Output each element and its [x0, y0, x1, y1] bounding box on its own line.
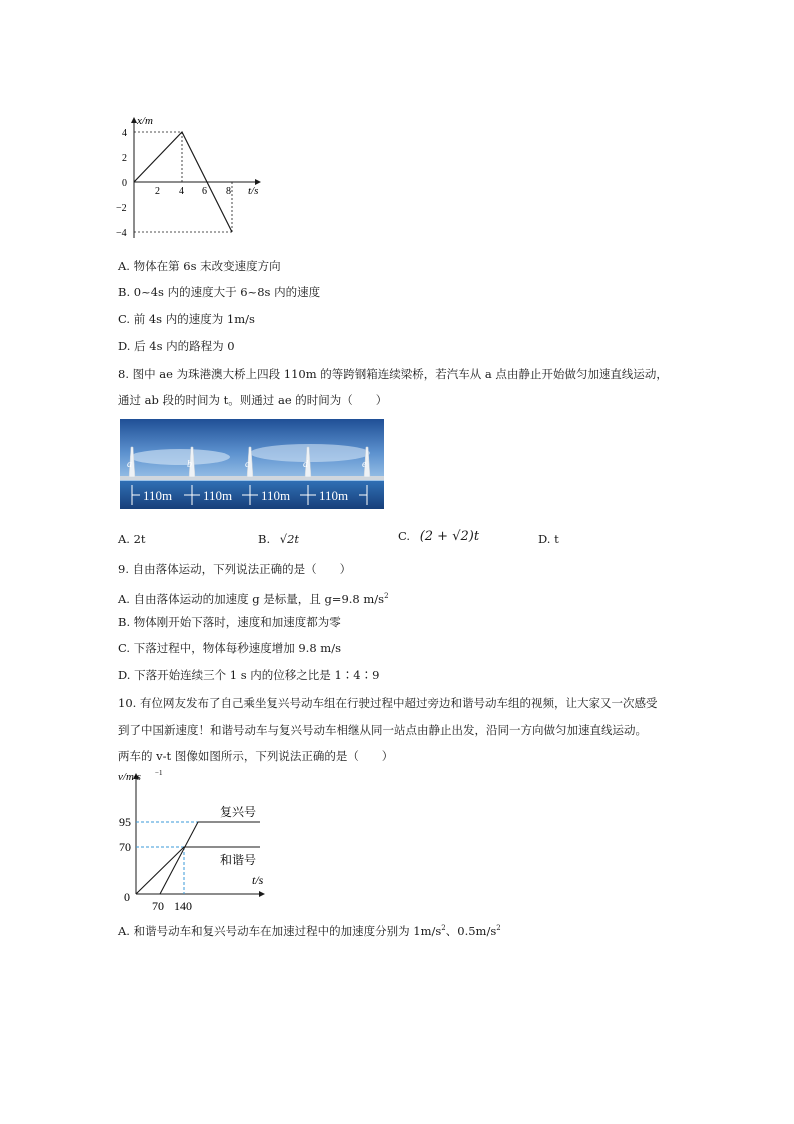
vt-graph	[112, 768, 272, 914]
point-label: e	[362, 459, 367, 470]
point-label: a	[127, 459, 132, 470]
q9-option-c: C. 下落过程中，物体每秒速度增加 9.8 m/s	[118, 641, 341, 655]
y-axis-label: x/m	[137, 115, 153, 127]
q9-option-b: B. 物体刚开始下落时，速度和加速度都为零	[118, 615, 341, 629]
q7-option-a: A. 物体在第 6s 末改变速度方向	[118, 259, 281, 273]
y-tick: 2	[122, 153, 127, 164]
point-label: c	[245, 459, 250, 470]
y-tick: −2	[116, 203, 127, 214]
q7-option-c: C. 前 4s 内的速度为 1m/s	[118, 312, 255, 326]
q10-stem-line1: 10. 有位网友发布了自己乘坐复兴号动车组在行驶过程中超过旁边和谐号动车组的视频，让大家又一次感受	[118, 696, 658, 710]
q8-option-c	[398, 528, 479, 545]
bridge-photo	[120, 419, 384, 509]
point-label: b	[187, 459, 192, 470]
y-tick: 0	[122, 178, 127, 189]
x-tick: 2	[155, 186, 160, 197]
y-axis-label: v/m·s	[118, 771, 141, 783]
series-label-fuxing: 复兴号	[220, 805, 257, 819]
q8-option-a: A. 2t	[118, 532, 146, 546]
y-tick: 95	[119, 815, 131, 829]
q9-option-d: D. 下落开始连续三个 1 s 内的位移之比是 1∶4∶9	[118, 668, 380, 682]
option-letter: C.	[398, 529, 411, 543]
q10-stem-line3: 两车的 v-t 图像如图所示，下列说法正确的是（ ）	[118, 749, 394, 763]
y-axis-label-exponent: −1	[155, 769, 163, 777]
x-tick: 4	[179, 186, 184, 197]
point-label: d	[303, 459, 308, 470]
q9-stem: 9. 自由落体运动，下列说法正确的是（ ）	[118, 562, 352, 576]
x-tick: 140	[174, 899, 192, 913]
y-tick: 4	[122, 128, 127, 139]
q10-option-a: A. 和谐号动车和复兴号动车在加速过程中的加速度分别为 $1m/s^2$、$0.5m/s^2$	[118, 923, 501, 938]
q8-stem-line1: 8. 图中 ae 为珠港澳大桥上四段 110m 的等跨钢箱连续梁桥，若汽车从 a 点由静止开始做匀加速直线运动，	[118, 367, 668, 381]
xt-graph	[110, 112, 270, 244]
q8-stem-line2: 通过 ab 段的时间为 t。则通过 ae 的时间为（ ）	[118, 393, 388, 407]
x-tick: 6	[202, 186, 207, 197]
q7-option-d: D. 后 4s 内的路程为 0	[118, 339, 235, 353]
x-tick: 70	[152, 899, 164, 913]
q9-option-a: A. 自由落体运动的加速度 g 是标量，且 g=9.8 $m/s^2$	[118, 591, 389, 606]
x-axis-label: t/s	[248, 185, 259, 197]
q8-option-b	[258, 531, 299, 547]
x-tick: 8	[226, 186, 231, 197]
q8-option-d: D. t	[538, 532, 559, 546]
q7-option-b: B. 0~4s 内的速度大于 6~8s 内的速度	[118, 285, 321, 299]
q10-stem-line2: 到了中国新速度！和谐号动车与复兴号动车相继从同一站点由静止出发，沿同一方向做匀加速直线运动。	[118, 723, 647, 737]
span-label: 110m	[319, 488, 349, 503]
y-tick: 70	[119, 840, 131, 854]
span-label: 110m	[143, 488, 173, 503]
span-label: 110m	[203, 488, 233, 503]
series-label-hexie: 和谐号	[220, 853, 257, 867]
y-tick: −4	[116, 228, 127, 239]
math-expression: (2 + √2)t	[419, 529, 480, 544]
math-expression: √2t	[279, 532, 300, 546]
x-axis-label: t/s	[252, 873, 264, 887]
span-label: 110m	[261, 488, 291, 503]
origin-label: 0	[124, 890, 130, 904]
option-letter: B.	[258, 532, 271, 546]
